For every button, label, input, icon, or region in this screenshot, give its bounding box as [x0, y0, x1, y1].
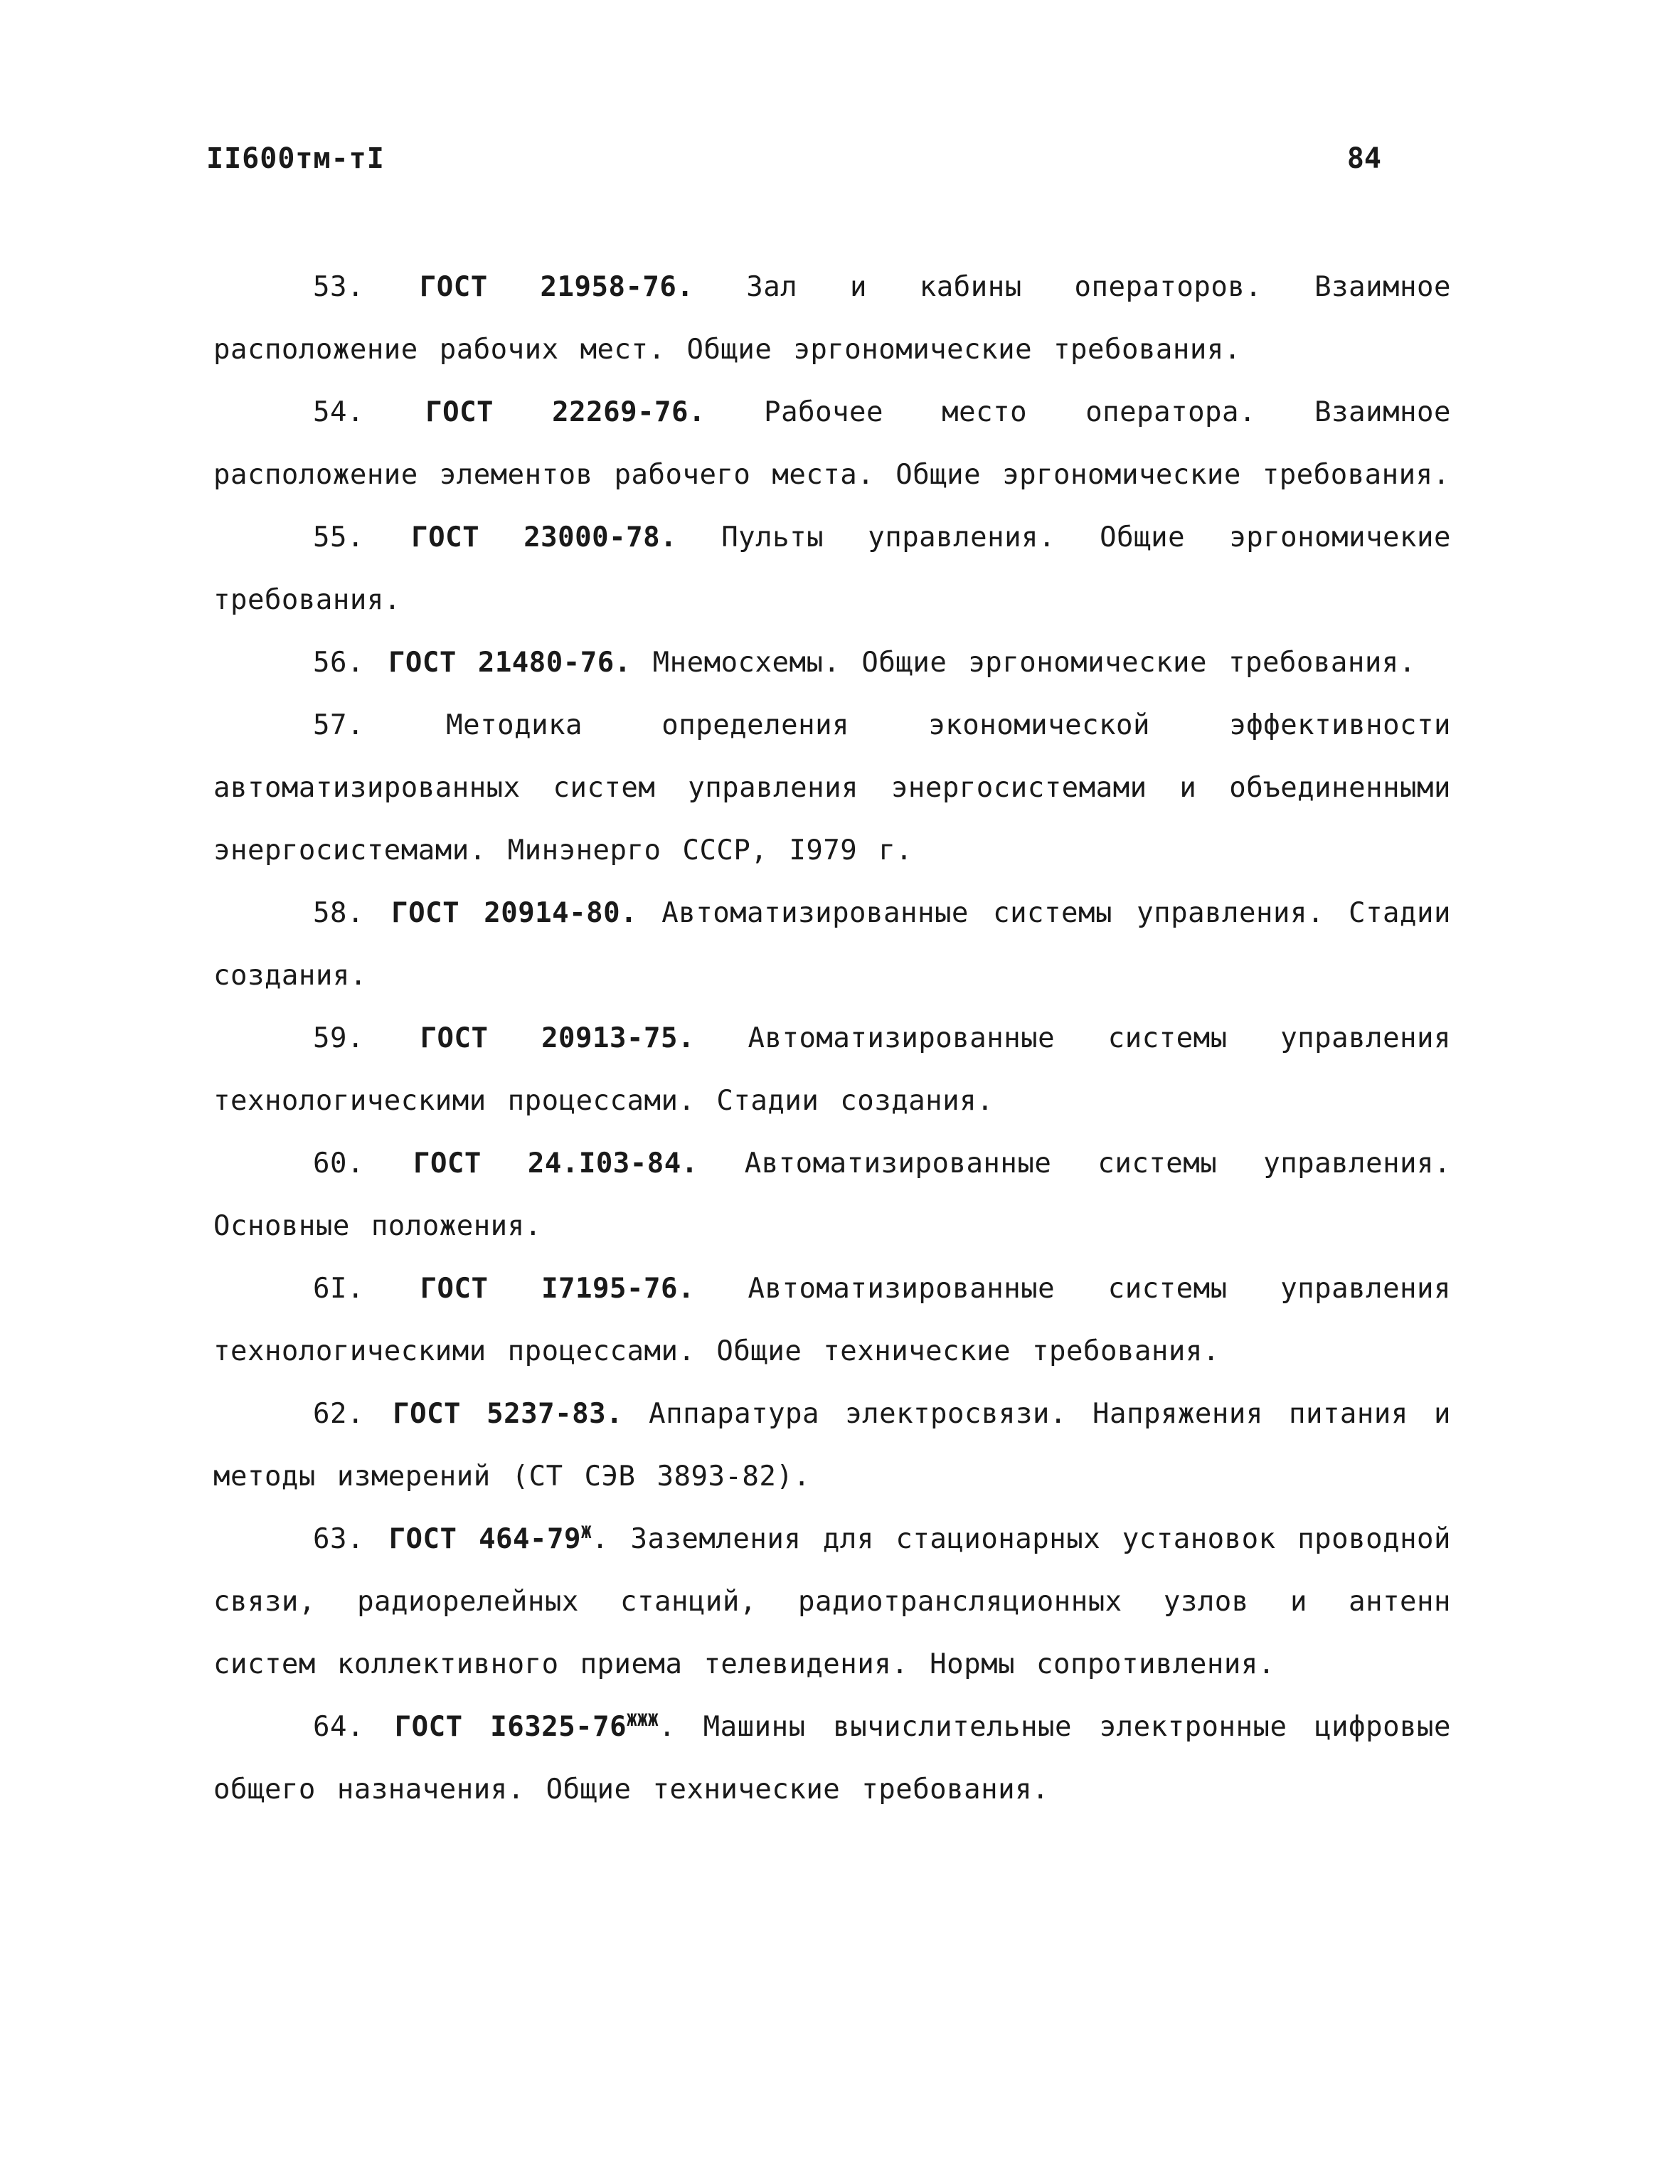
entry-text: Аппаратура электросвязи. Напряжения питания и методы измерений (СТ СЭВ 3893-82). [213, 1398, 1451, 1493]
page-number: 84 [1346, 142, 1381, 175]
entry-text: Рабочее место оператора. Взаимное расположение элементов рабочего места. Общие эргономические требования. [213, 396, 1451, 491]
reference-entry [213, 1133, 1451, 1258]
entry-text: Пульты управления. Общие эргономичекие требования. [213, 521, 1451, 616]
reference-entry [213, 1508, 1451, 1696]
entry-number: 63. [313, 1523, 364, 1555]
entry-text: Мнемосхемы. Общие эргономические требования. [631, 647, 1416, 679]
standard-code: ГОСТ 21958-76. [419, 271, 694, 303]
superscript-mark: ЖЖЖ [627, 1710, 659, 1730]
entry-number: 59. [313, 1022, 364, 1054]
entry-number: 62. [313, 1398, 364, 1430]
standard-code: ГОСТ 5237-83. [393, 1398, 624, 1430]
reference-entry [213, 694, 1451, 882]
entry-text: Автоматизированные системы управления технологическими процессами. Общие технические требования. [213, 1273, 1451, 1367]
entry-text: Автоматизированные системы управления. Основные положения. [213, 1147, 1451, 1242]
reference-entry [213, 1383, 1451, 1508]
standard-code: ГОСТ 20914-80. [391, 897, 638, 929]
page-header [206, 142, 1381, 185]
entry-text: . Машины вычислительные электронные цифровые общего назначения. Общие технические требования. [213, 1711, 1451, 1806]
entry-number: 57. [313, 709, 364, 741]
entry-number: 53. [313, 271, 364, 303]
reference-entry [213, 1007, 1451, 1133]
entry-number: 60. [313, 1147, 364, 1180]
entry-number: 55. [313, 521, 364, 553]
standard-code: ГОСТ 21480-76. [388, 647, 632, 679]
standard-code: ГОСТ I7195-76. [420, 1273, 695, 1305]
entry-text: Методика определения экономической эффективности автоматизированных систем управления энергосистемами и объединенными энергосистемами. Минэнерго СССР, I979 г. [213, 709, 1451, 866]
entry-text: . Заземления для стационарных установок проводной связи, радиорелейных станций, радиотрансляционных узлов и антенн систем коллективного приема телевидения. Нормы сопротивления. [213, 1523, 1452, 1680]
standard-code: ГОСТ 24.I03-84. [413, 1147, 698, 1180]
reference-entry [213, 381, 1451, 507]
standard-code: ГОСТ 22269-76. [425, 396, 706, 428]
superscript-mark: Ж [580, 1522, 592, 1542]
entry-number: 64. [313, 1711, 364, 1743]
reference-list [213, 256, 1451, 1821]
reference-entry [213, 507, 1451, 632]
entry-text: Зал и кабины операторов. Взаимное расположение рабочих мест. Общие эргономические требования. [213, 271, 1451, 366]
entry-text: Автоматизированные системы управления технологическими процессами. Стадии создания. [213, 1022, 1451, 1117]
entry-number: 54. [313, 396, 364, 428]
document-code: II600тм-тI [206, 142, 385, 175]
reference-entry [213, 882, 1451, 1007]
standard-code: ГОСТ 20913-75. [420, 1022, 695, 1054]
entry-number: 56. [313, 647, 364, 679]
standard-code: ГОСТ I6325-76 [394, 1711, 627, 1743]
standard-code: ГОСТ 464-79 [388, 1523, 581, 1555]
entry-number: 6I. [313, 1273, 364, 1305]
entry-text: Автоматизированные системы управления. Стадии создания. [213, 897, 1451, 992]
standard-code: ГОСТ 23000-78. [411, 521, 678, 553]
reference-entry [213, 1258, 1451, 1383]
reference-entry [213, 632, 1451, 694]
reference-entry [213, 1696, 1451, 1821]
entry-number: 58. [313, 897, 364, 929]
reference-entry [213, 256, 1451, 381]
